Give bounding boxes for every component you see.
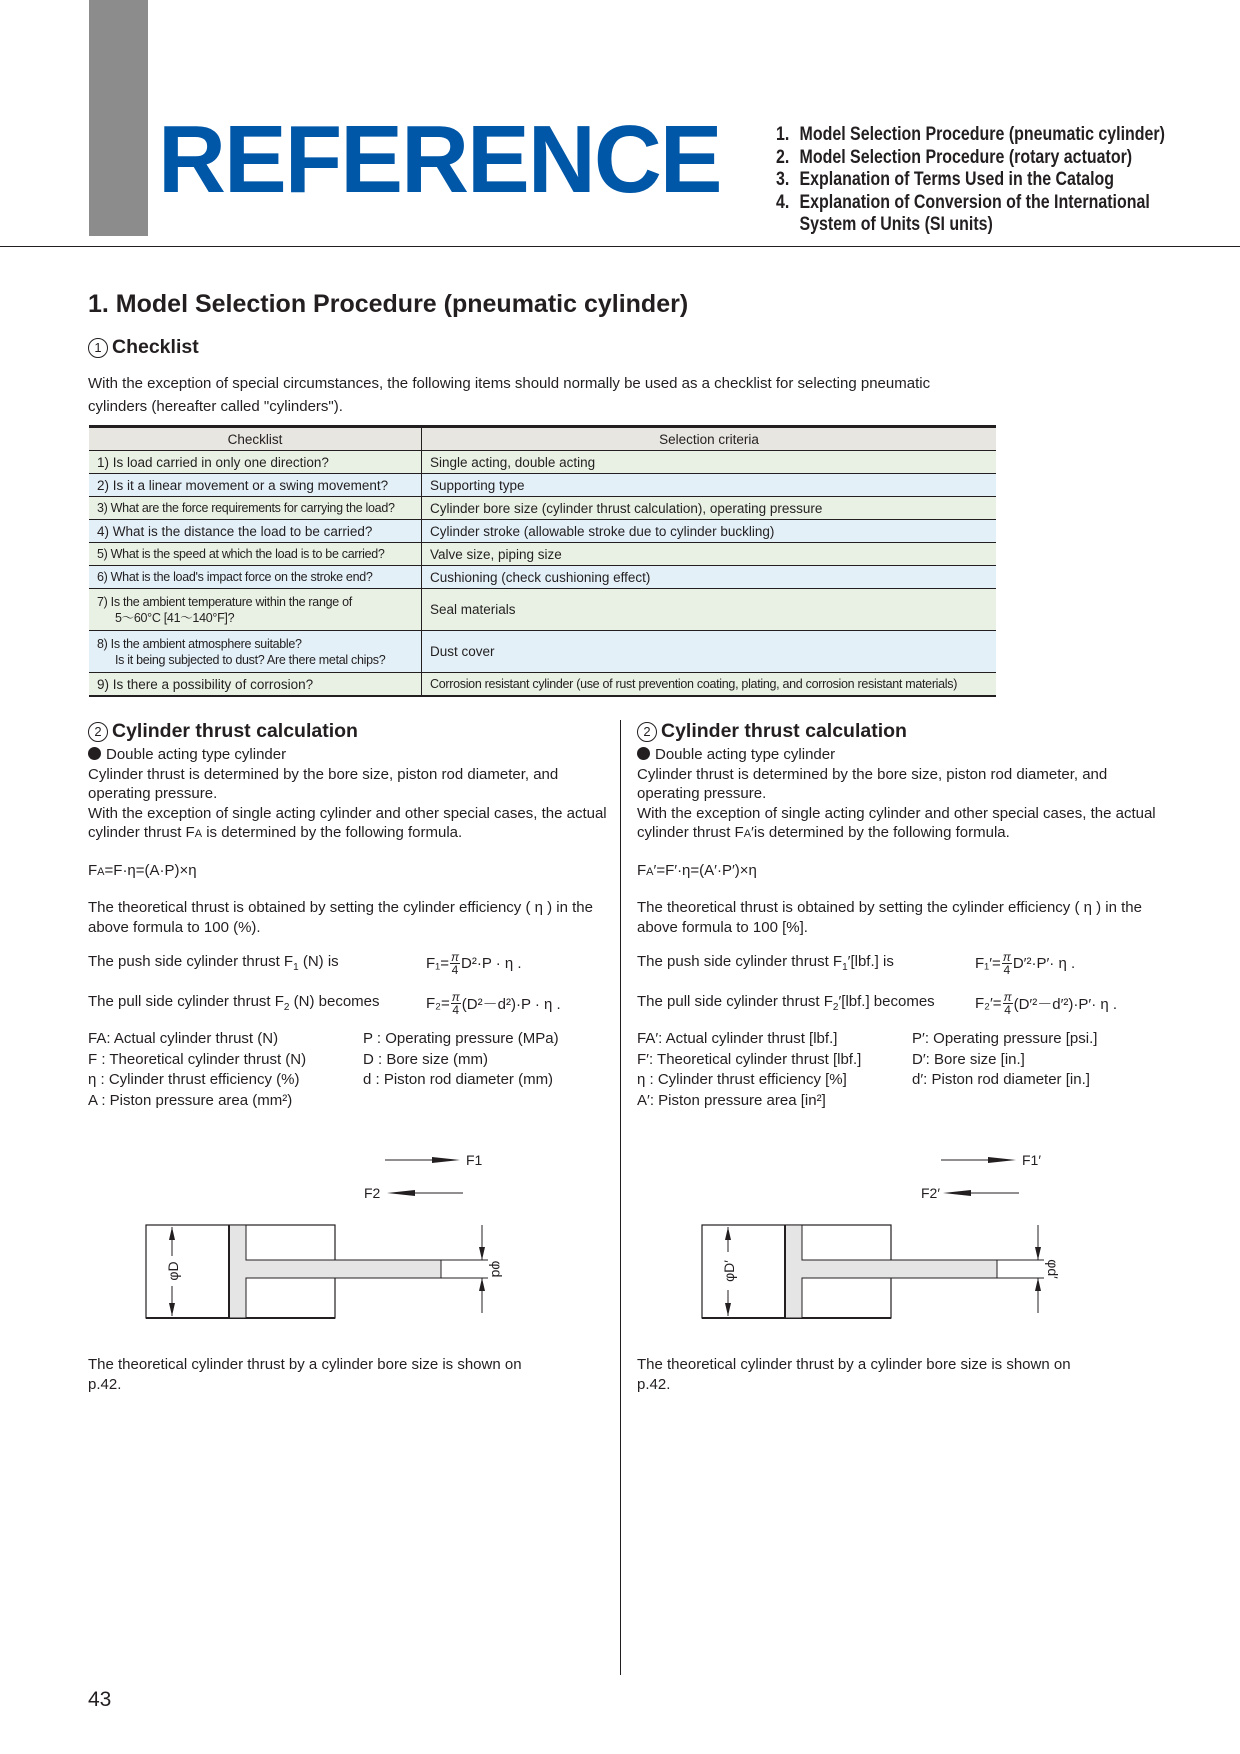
push-formula: The push side cylinder thrust $F_1'[lbf.]$ is F₁′= $\frac{\pi}{4}$ D′²·P′· η . — [637, 949, 1076, 977]
circled-number-icon: 2 — [637, 722, 657, 742]
table-row: 1) Is load carried in only one direction? Single acting, double acting — [89, 451, 996, 474]
toc-item[interactable]: 1. Model Selection Procedure (pneumatic cylinder) — [776, 124, 1165, 145]
table-row: 5) What is the speed at which the load is to be carried? Valve size, piping size — [89, 543, 996, 566]
bore-label: φD — [165, 1261, 181, 1281]
checklist-intro: With the exception of special circumstances, the following items should normally be used as a checklist for selecting pneumatic cylinders (hereafter called "cylinders"). — [88, 375, 931, 415]
bullet-icon — [637, 747, 650, 760]
column-divider — [620, 720, 621, 1675]
table-row: 3) What are the force requirements for carrying the load? Cylinder bore size (cylinder thrust calculation), operating pressure — [89, 497, 996, 520]
thrust-calculation-si: 2 Cylinder thrust calculation Double acting type cylinder Cylinder thrust is determined by the bore size, piston rod diameter, and operating pressure. With the exception of single acting cylinder and other special cases, the actual cylinder thrust FA is determined by the following formula. FA=F·η=(A·P)×η The theoretical thrust is obtained by setting the cylinder efficiency ( η ) in the above formula to 100 (%). The push side cylinder thrust $F_1$ (N) is F₁= $\frac{\pi}{4}$ D²·P · η . The pull side cylinder thrust $F_2$ (N) becomes F₂= $\frac{\pi}{4}$ (D²－d²)·P · η . FA: Actual cylinder thrust (N) P : Operating pressure (MPa) F : Theoretical cylinder thrust (N) D : Bore size (mm) η : Cylinder thrust efficiency (%) d : Piston rod diameter (mm) A : Piston pressure area (mm²) — [88, 720, 607, 1109]
rod-dimension-icon — [479, 1225, 485, 1313]
checklist-table — [89, 425, 996, 697]
main-formula: FA′=F′·η=(A′·P′)×η — [637, 861, 757, 879]
section-title: 1. Model Selection Procedure (pneumatic cylinder) — [88, 290, 689, 318]
pi-over-4: $\frac{\pi}{4}$ — [1002, 949, 1011, 977]
pi-over-4: $\frac{\pi}{4}$ — [451, 989, 460, 1017]
f1-label: F1 — [466, 1152, 483, 1168]
rod-dimension-icon — [1035, 1225, 1041, 1313]
thrust-heading: 2 Cylinder thrust calculation — [88, 720, 608, 743]
table-row: 6) What is the load's impact force on the stroke end? Cushioning (check cushioning effect) — [89, 566, 996, 589]
f1-arrow-icon — [385, 1157, 460, 1163]
header-divider — [0, 246, 1240, 247]
cylinder-diagram-si — [130, 1140, 530, 1330]
toc-item[interactable]: 4. Explanation of Conversion of the International — [776, 191, 1150, 213]
bore-label: φD′ — [721, 1260, 737, 1282]
circled-number-icon: 2 — [88, 722, 108, 742]
rod-label: φd′ — [1045, 1259, 1061, 1279]
pull-formula: The pull side cylinder thrust $F_2$ (N) becomes F₂= $\frac{\pi}{4}$ (D²－d²)·P · η . — [88, 989, 561, 1017]
table-row: 9) Is there a possibility of corrosion? Corrosion resistant cylinder (use of rust prevention coating, plating, and corrosion resistant materials) — [89, 673, 996, 697]
table-row: 2) Is it a linear movement or a swing movement? Supporting type — [89, 474, 996, 497]
cylinder-body — [146, 1225, 488, 1318]
column-header-criteria: Selection criteria — [422, 427, 997, 451]
rod-label: φd — [489, 1260, 505, 1278]
pull-formula: The pull side cylinder thrust $F_2'[lbf.]$ becomes F₂′= $\frac{\pi}{4}$ (D′²－d′²)·P′· η . — [637, 989, 1118, 1017]
circled-number-icon: 1 — [88, 338, 108, 358]
thrust-heading: 2 Cylinder thrust calculation — [637, 720, 1157, 743]
toc-item[interactable]: 2. Model Selection Procedure (rotary actuator) — [776, 146, 1133, 168]
push-formula: The push side cylinder thrust $F_1$ (N) is F₁= $\frac{\pi}{4}$ D²·P · η . — [88, 949, 522, 977]
f2-label: F2 — [364, 1185, 381, 1201]
checklist-heading: 1 Checklist — [88, 336, 199, 359]
f2-arrow-icon — [387, 1190, 463, 1196]
variable-definitions: FA: Actual cylinder thrust (N) P : Operating pressure (MPa) F : Theoretical cylinder thrust (N) D : Bore size (mm) η : Cylinder thrust efficiency (%) d : Piston rod diameter (mm) A : Piston pressure area (mm²) — [88, 1030, 559, 1109]
f1-arrow-icon — [941, 1157, 1016, 1163]
f2-label: F2′ — [921, 1185, 940, 1201]
f2-arrow-icon — [943, 1190, 1019, 1196]
toc-item[interactable]: 3. Explanation of Terms Used in the Catalog — [776, 169, 1115, 190]
table-row: 4) What is the distance the load to be carried? Cylinder stroke (allowable stroke due to cylinder buckling) — [89, 520, 996, 543]
table-row: 8) Is the ambient atmosphere suitable? Is it being subjected to dust? Are there metal chips? Dust cover — [89, 631, 996, 673]
table-header-row — [89, 427, 996, 451]
toc-item-continued[interactable]: System of Units (SI units) — [799, 214, 993, 235]
column-header-checklist: Checklist — [89, 427, 422, 451]
table-of-contents — [776, 124, 1221, 237]
main-formula: FA=F·η=(A·P)×η — [88, 861, 197, 879]
reference-note: The theoretical cylinder thrust by a cylinder bore size is shown on p.42. — [637, 1356, 1071, 1393]
variable-definitions: FA′: Actual cylinder thrust [lbf.] P′: Operating pressure [psi.] F′: Theoretical cylinder thrust [lbf.] D′: Bore size [in.] η : Cylinder thrust efficiency [%] d′: Piston rod diameter [in.] A′: Piston pressure area [in²] — [637, 1030, 1098, 1109]
page-number: 43 — [88, 1688, 112, 1711]
pi-over-4: $\frac{\pi}{4}$ — [1003, 989, 1012, 1017]
bullet-icon — [88, 747, 101, 760]
f1-label: F1′ — [1022, 1152, 1041, 1168]
cylinder-body — [702, 1225, 1044, 1318]
cylinder-diagram-imperial — [680, 1140, 1080, 1330]
header-accent-bar — [89, 0, 148, 236]
page-title: REFERENCE — [158, 106, 721, 213]
pi-over-4: $\frac{\pi}{4}$ — [450, 949, 460, 977]
table-row: 7) Is the ambient temperature within the range of 5～60°C [41～140°F]? Seal materials — [89, 589, 996, 631]
reference-note: The theoretical cylinder thrust by a cylinder bore size is shown on p.42. — [88, 1356, 522, 1393]
thrust-calculation-imperial: 2 Cylinder thrust calculation Double acting type cylinder Cylinder thrust is determined by the bore size, piston rod diameter, and operating pressure. With the exception of single acting cylinder and other special cases, the actual cylinder thrust FA′is determined by the following formula. FA′=F′·η=(A′·P′)×η The theoretical thrust is obtained by setting the cylinder efficiency ( η ) in the above formula to 100 [%]. The push side cylinder thrust $F_1'[lbf.]$ is F₁′= $\frac{\pi}{4}$ D′²·P′· η . The pull side cylinder thrust $F_2'[lbf.]$ becomes F₂′= $\frac{\pi}{4}$ (D′²－d′²)·P′· η . FA′: Actual cylinder thrust [lbf.] P′: Operating pressure [psi.] F′: Theoretical cylinder thrust [lbf.] D′: Bore size [in.] η : Cylinder thrust efficiency [%] d′: Piston rod diameter [in.] A′: Piston pressure area [in²] — [637, 720, 1156, 1109]
